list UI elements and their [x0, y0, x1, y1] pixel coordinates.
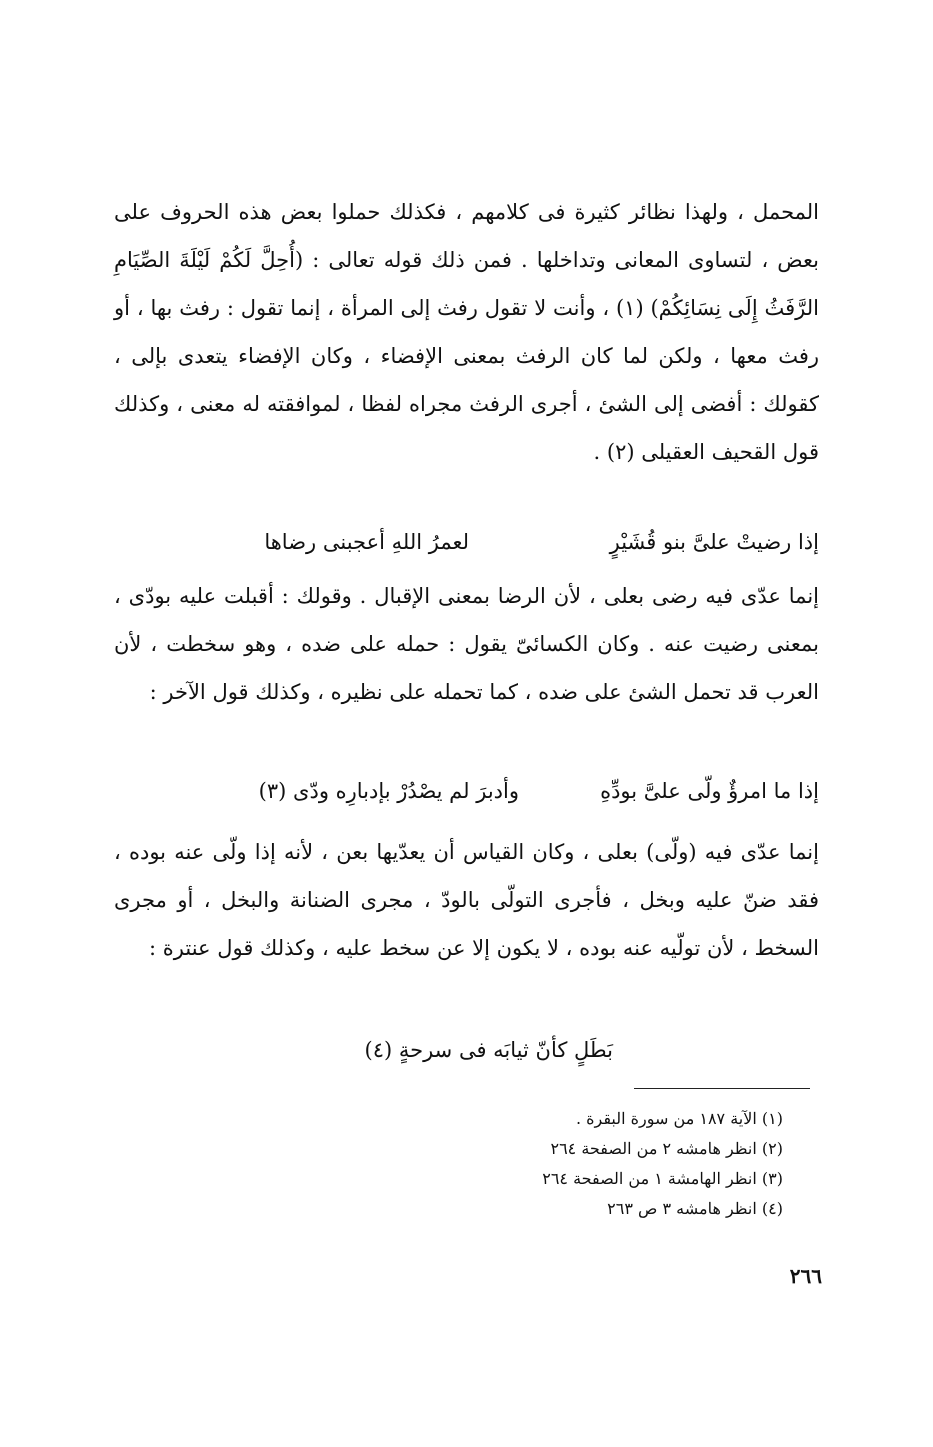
- paragraph-2: إنما عدّى فيه رضى بعلى ، لأن الرضا بمعنى الإقبال . وقولك : أقبلت عليه بودّى ، بمعنى رضيت عنه . وكان الكسائىّ يقول : حمله على ضده ، وهو سخطت ، لأن العرب قد تحمل الشئ على ضده ، كما تحمله على نظيره ، وكذلك قول الآخر :: [114, 584, 819, 704]
- page-number: ٢٦٦: [789, 1264, 822, 1288]
- paragraph-1: المحمل ، ولهذا نظائر كثيرة فى كلامهم ، فكذلك حملوا بعض هذه الحروف على بعض ، لتساوى المعانى وتداخلها . فمن ذلك قوله تعالى : (أُحِلَّ لَكُمْ لَيْلَةَ الصِّيَامِ الرَّفَثُ إِلَى نِسَائِكُمْ) (١) ، وأنت لا تقول رفث إلى المرأة ، إنما تقول : رفث بها ، أو رفث معها ، ولكن لما كان الرفث بمعنى الإفضاء ، وكان الإفضاء يتعدى بإلى ، كقولك : أفضى إلى الشئ ، أجرى الرفث مجراه لفظا ، لموافقته له معنى ، وكذلك قول القحيف العقيلى (٢) .: [114, 200, 819, 464]
- footnote-1: (١) الآية ١٨٧ من سورة البقرة .: [575, 1109, 783, 1128]
- footnote-2: (٢) انظر هامشه ٢ من الصفحة ٢٦٤: [550, 1139, 783, 1158]
- verse-wadd: [114, 771, 819, 811]
- footnote-3: (٣) انظر الهامشة ١ من الصفحة ٢٦٤: [542, 1169, 783, 1188]
- paragraph-3: إنما عدّى فيه (ولّى) بعلى ، وكان القياس أن يعدّيها بعن ، لأنه إذا ولّى عنه بوده ، فقد ضنّ عليه وبخل ، فأجرى التولّى بالودّ ، مجرى الضنانة والبخل ، أو مجرى السخط ، لأن تولّيه عنه بوده ، لا يكون إلا عن سخط عليه ، وكذلك قول عنترة :: [114, 840, 819, 960]
- verse-first-hemistich: إذا ما امرؤٌ ولّى علىَّ بودِّهِ: [600, 779, 819, 803]
- footnotes: [383, 1104, 783, 1224]
- verse-first-hemistich: إذا رضيتْ علىَّ بنو قُشَيْرٍ: [609, 530, 819, 554]
- verse-second-hemistich: وأدبرَ لم يصْدُرْ بإدبارِه ودّى (٣): [258, 779, 519, 803]
- footnote-4: (٤) انظر هامشه ٣ ص ٢٦٣: [607, 1199, 783, 1218]
- verse-second-hemistich: لعمرُ اللهِ أعجبنى رضاها: [264, 530, 469, 554]
- verse-hemistich: بَطَلٍ كأنّ ثيابَه فى سرحةٍ (٤): [364, 1038, 613, 1062]
- verse-antara: [313, 1030, 613, 1070]
- verse-qushayr: [114, 522, 819, 562]
- footnote-divider: [634, 1088, 810, 1089]
